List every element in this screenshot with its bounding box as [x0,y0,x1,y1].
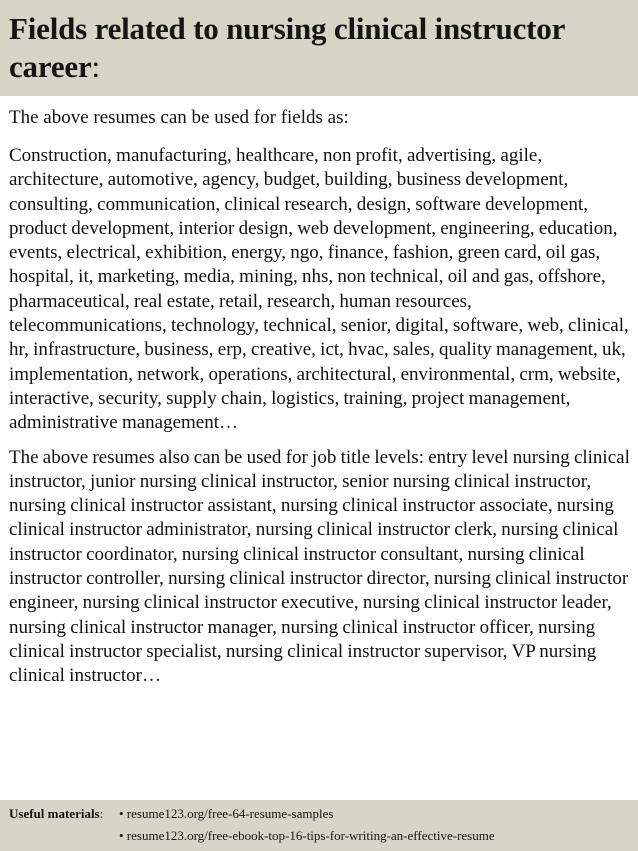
page-title [0,0,638,86]
footer-band [0,800,638,851]
useful-materials-label [9,806,103,822]
fields-intro: The above resumes can be used for fields as: [9,107,349,128]
useful-materials-label-text: Useful materials [9,806,100,821]
page-title-colon: : [91,49,100,84]
resource-link-ebook-tips[interactable]: • resume123.org/free-ebook-top-16-tips-for-writing-an-effective-resume [119,828,495,843]
useful-materials-label-colon: : [99,806,104,821]
fields-list: Construction, manufacturing, healthcare, non profit, advertising, agile, architecture, automotive, agency, budget, building, business development, consulting, communication, clinical research, design, software development, product development, interior design, web development, engineering, education, events, electrical, exhibition, energy, ngo, finance, fashion, green card, oil gas, hospital, it, marketing, media, mining, nhs, non technical, oil and gas, offshore, pharmaceutical, real estate, retail, research, human resources, telecommunications, technology, technical, senior, digital, software, web, clinical, hr, infrastructure, business, erp, creative, ict, hvac, sales, quality management, uk, implementation, network, operations, architectural, environmental, crm, website, interactive, security, supply chain, logistics, training, project management, administrative management… [9,145,629,434]
header-band [0,0,638,96]
job-title-levels: The above resumes also can be used for job title levels: entry level nursing clinical instructor, junior nursing clinical instructor, senior nursing clinical instructor, nursing clinical instructor assistant, nursing clinical instructor associate, nursing clinical instructor administrator, nursing clinical instructor clerk, nursing clinical instructor coordinator, nursing clinical instructor consultant, nursing clinical instructor controller, nursing clinical instructor director, nursing clinical instructor engineer, nursing clinical instructor executive, nursing clinical instructor leader, nursing clinical instructor manager, nursing clinical instructor officer, nursing clinical instructor specialist, nursing clinical instructor supervisor, VP nursing clinical instructor… [9,446,630,687]
page-title-text: Fields related to nursing clinical instructor career [9,11,565,84]
main-content [9,106,633,689]
resource-link-resume-samples[interactable]: • resume123.org/free-64-resume-samples [119,806,334,821]
